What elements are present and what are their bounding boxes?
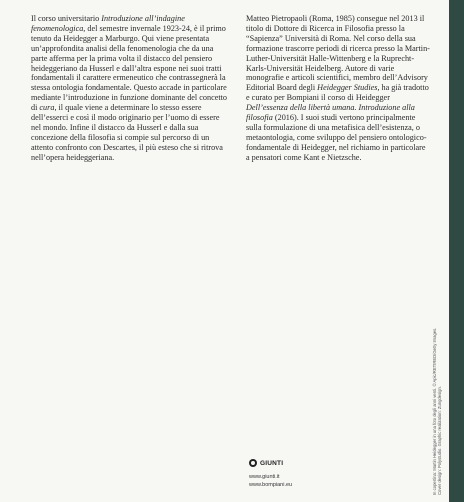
bompiani-website-link[interactable]: www.bompiani.eu — [249, 481, 293, 488]
bio-text-1: Matteo Pietropaoli (Roma, 1985) consegue nel 2013 il titolo di Dottore di Ricerca in Filosofia presso la “Sapienza” Università di Roma. Nel corso della sua formazione trascorre periodi di ricerca presso la Martin-Luther-Universität Halle-Wittenberg e la Ruprecht-Karls-Universität Heidelberg. Autore di varie monografie e articoli scientifici, membro dell’Advisory Editorial Board degli — [246, 14, 430, 93]
publisher-logo — [249, 459, 283, 467]
book-synopsis — [31, 14, 227, 163]
bio-text-2: , ha già tradotto e curato per Bompiani il corso di Heidegger — [246, 83, 429, 103]
synopsis-text-2: , del semestre invernale 1923-24, è il primo tenuto da Heidegger a Marburgo. Qui viene presentata un’approfondita analisi della fenomenologia che da una parte afferma per la prima volta il distacco del pensiero heideggeriano da Husserl e dall’altra espone nei suoi tratti fondamentali il carattere ermeneutico che contrassegnerà la stessa ontologia fondamentale. Questo accade in particolare mediante l’introduzione in funzione dominante del concetto di — [31, 23, 227, 113]
book-title-italic: Introduzione all’indagine fenomenologica — [31, 14, 185, 33]
bio-text-3: (2016). I suoi studi vertono principalmente sulla formulazione di una metafisica dell’esistenza, o metaontologia, come sviluppo del pensiero ontologico-fondamentale di Heidegger, nel richiamo in particolare a pensatori come Kant e Nietzsche. — [246, 113, 427, 162]
credit-line-1: In copertina: Martin Heidegger in una foto degli anni venti. © Apic/RETIRED/Getty Images. — [432, 327, 437, 495]
publisher-websites — [249, 474, 292, 489]
synopsis-text-1: Il corso universitario — [31, 14, 102, 23]
publisher-logo-text: GIUNTI — [260, 459, 284, 467]
giunti-logo-icon — [249, 459, 257, 467]
cover-credit — [432, 327, 442, 495]
translated-work-italic: Dell’essenza della libertà umana. Introduzione alla filosofia — [246, 103, 415, 123]
giunti-website-link[interactable]: www.giunti.it — [249, 474, 280, 480]
journal-title-italic: Heidegger Studies — [317, 83, 378, 93]
synopsis-paragraph — [31, 14, 227, 163]
synopsis-text-3: , il quale viene a determinare lo stesso essere dell’esserci e così il modo originario per l’uomo di essere nel mondo. Infine il distacco da Husserl e dalla sua concezione della filosofia si compie sul percorso di un attento confronto con Descartes, il più esteso che si ritrova nell’opera heideggeriana. — [31, 103, 223, 162]
author-bio — [246, 14, 431, 163]
spine-edge — [449, 0, 464, 502]
concept-cura-italic: cura — [39, 103, 55, 113]
credit-line-2: Cover design: Polystudio. Graphic realization: Zungdesign. — [437, 386, 442, 495]
cover-credit-rotated — [432, 327, 442, 495]
bio-paragraph — [246, 14, 431, 163]
